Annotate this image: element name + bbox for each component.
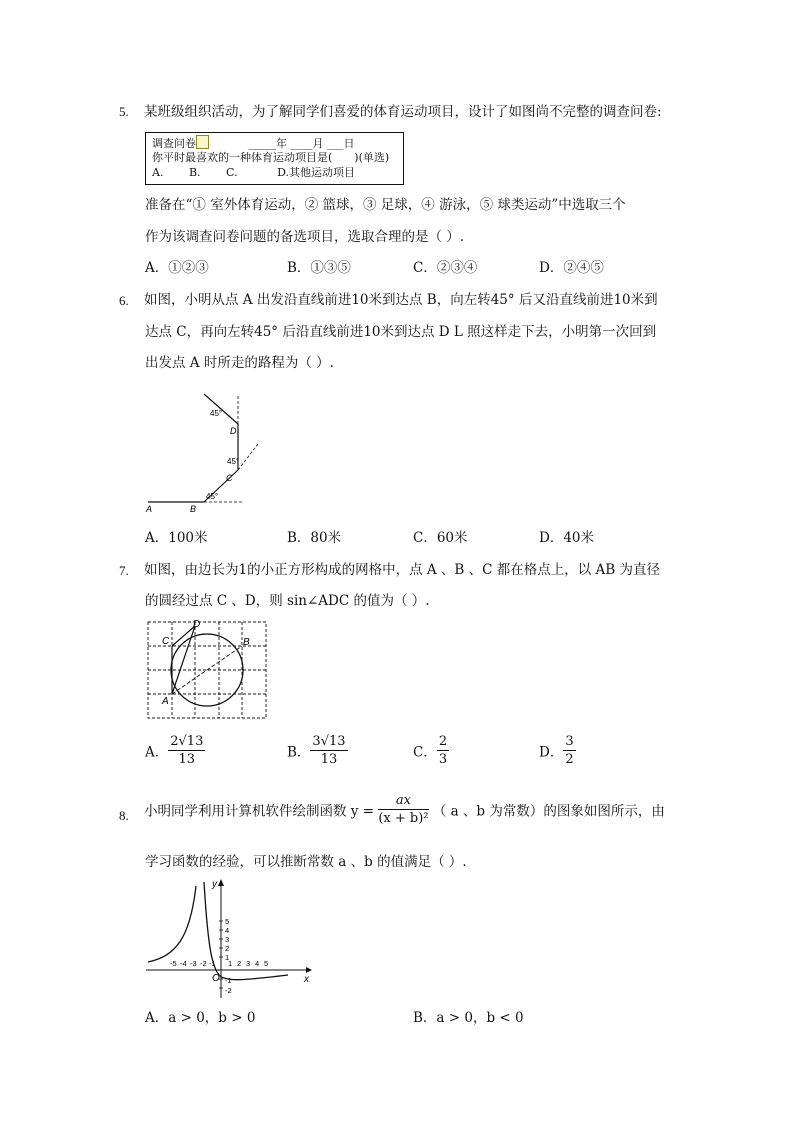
q7-option-c[interactable] bbox=[413, 733, 449, 768]
angle-label-c: 45° bbox=[227, 457, 240, 466]
survey-title-box bbox=[196, 135, 209, 149]
x-tick: 5 bbox=[264, 959, 269, 968]
y-tick: -1 bbox=[225, 976, 232, 985]
q7-option-d-label: D． bbox=[539, 744, 564, 761]
x-tick: 1 bbox=[228, 959, 233, 968]
survey-options bbox=[152, 165, 355, 180]
x-tick: -2 bbox=[200, 959, 207, 968]
label-d: D bbox=[193, 619, 201, 630]
x-axis-label: x bbox=[304, 974, 309, 985]
q5-option-a[interactable]: A．①②③ bbox=[145, 260, 209, 276]
q7-option-c-label: C． bbox=[413, 744, 437, 761]
q7-line1: 如图，由边长为1的小正方形构成的网格中，点 A 、B 、C 都在格点上，以 AB 为直径 bbox=[144, 562, 661, 578]
q7-option-b-numerator: 3√13 bbox=[312, 734, 346, 749]
q8-line1-post: （ a 、b 为常数）的图象如图所示，由 bbox=[432, 803, 665, 820]
q8-line1-pre: 小明同学利用计算机软件绘制函数 y = bbox=[144, 803, 375, 820]
label-a: A bbox=[162, 696, 169, 707]
x-tick: 2 bbox=[237, 959, 242, 968]
q7-option-a-label: A． bbox=[145, 744, 169, 761]
survey-box bbox=[145, 132, 404, 185]
angle-label-b: 45° bbox=[206, 492, 219, 501]
survey-title: 调查问卷 bbox=[152, 137, 196, 150]
q8-function-graph bbox=[146, 878, 312, 998]
x-tick: 3 bbox=[246, 959, 251, 968]
x-tick: 4 bbox=[255, 959, 260, 968]
q7-option-b-denominator: 13 bbox=[320, 752, 338, 767]
extension-c bbox=[238, 444, 258, 470]
x-tick: -4 bbox=[180, 959, 187, 968]
y-tick: 5 bbox=[225, 917, 230, 926]
survey-option-b: B. bbox=[188, 166, 201, 179]
q8-fraction-numerator: ax bbox=[378, 792, 428, 810]
x-tick-labels bbox=[170, 959, 268, 968]
y-tick: -2 bbox=[225, 986, 232, 995]
q8-option-a[interactable]: A．a > 0，b > 0 bbox=[145, 1010, 256, 1026]
y-tick: 4 bbox=[225, 926, 230, 935]
q5-number: 5. bbox=[119, 104, 129, 119]
q7-option-d-numerator: 3 bbox=[565, 734, 574, 749]
q7-option-d[interactable] bbox=[539, 733, 576, 768]
y-tick: 2 bbox=[225, 944, 230, 953]
q7-option-d-denominator: 2 bbox=[565, 752, 574, 767]
label-a: A bbox=[146, 504, 153, 514]
angle-label-d: 45° bbox=[210, 409, 223, 418]
y-axis-arrow bbox=[218, 879, 224, 886]
q8-line1 bbox=[144, 792, 665, 827]
q7-option-c-numerator: 2 bbox=[438, 734, 448, 749]
survey-option-a: A. bbox=[152, 166, 164, 179]
survey-title-row bbox=[152, 135, 355, 151]
q7-grid-figure bbox=[146, 618, 268, 720]
label-d: D bbox=[230, 426, 237, 436]
y-tick-labels bbox=[225, 917, 232, 995]
y-tick: 3 bbox=[225, 935, 230, 944]
label-b: B bbox=[190, 504, 197, 514]
q5-option-b[interactable]: B．①③⑤ bbox=[287, 260, 351, 276]
q5-line3: 作为该调查问卷问题的备选项目，选取合理的是（ ）. bbox=[145, 229, 465, 245]
q5-option-c[interactable]: C．②③④ bbox=[413, 260, 478, 276]
q6-option-a[interactable]: A．100米 bbox=[145, 530, 208, 546]
q7-option-b-label: B． bbox=[287, 744, 311, 761]
q8-option-b[interactable]: B．a > 0，b < 0 bbox=[413, 1010, 524, 1026]
survey-option-d: D.其他运动项目 bbox=[277, 166, 356, 179]
q7-option-b[interactable] bbox=[287, 733, 348, 768]
q7-option-a[interactable] bbox=[145, 733, 205, 768]
q6-option-c[interactable]: C．60米 bbox=[413, 530, 468, 546]
x-tick: -3 bbox=[190, 959, 197, 968]
label-c: C bbox=[226, 473, 233, 483]
q5-option-d[interactable]: D．②④⑤ bbox=[539, 260, 604, 276]
q6-line2: 达点 C，再向左转45° 后沿直线前进10米到达点 D L 照这样走下去，小明第一次回到 bbox=[145, 324, 657, 340]
survey-question: 你平时最喜欢的一种体育运动项目是( )(单选) bbox=[152, 151, 390, 164]
q7-line2: 的圆经过点 C 、D，则 sin∠ADC 的值为（ ）. bbox=[145, 593, 430, 609]
q8-number: 8. bbox=[119, 808, 129, 823]
q6-path-figure bbox=[140, 392, 265, 517]
diameter-ab bbox=[172, 646, 242, 694]
q6-number: 6. bbox=[119, 293, 129, 308]
q7-option-a-denominator: 13 bbox=[178, 752, 196, 767]
q7-option-c-denominator: 3 bbox=[438, 752, 448, 767]
q6-option-b[interactable]: B．80米 bbox=[287, 530, 342, 546]
y-axis-label: y bbox=[212, 879, 217, 890]
label-b: B bbox=[243, 637, 250, 648]
q6-option-d[interactable]: D．40米 bbox=[539, 530, 595, 546]
q7-number: 7. bbox=[119, 563, 129, 578]
q6-line3: 出发点 A 时所走的路程为（ ）. bbox=[145, 355, 334, 371]
origin-label: O bbox=[212, 973, 220, 984]
q8-function-fraction bbox=[378, 792, 428, 827]
q8-fraction-denominator: (x + b)² bbox=[378, 811, 429, 826]
x-axis-arrow bbox=[306, 967, 312, 973]
q8-line2: 学习函数的经验，可以推断常数 a 、b 的值满足（ ）. bbox=[145, 854, 467, 870]
q7-option-a-numerator: 2√13 bbox=[170, 734, 204, 749]
q6-line1: 如图，小明从点 A 出发沿直线前进10米到达点 B，向左转45° 后又沿直线前进10米到 bbox=[144, 292, 658, 308]
q5-line2: 准备在“① 室外体育运动，② 篮球，③ 足球，④ 游泳，⑤ 球类运动”中选取三个 bbox=[145, 197, 626, 213]
survey-option-c: C. bbox=[226, 166, 238, 179]
x-tick: -1 bbox=[209, 959, 216, 968]
label-c: C bbox=[162, 636, 170, 647]
q5-stem: 某班级组织活动，为了解同学们喜爱的体育运动项目，设计了如图尚不完整的调查问卷: bbox=[144, 104, 662, 120]
x-tick: -5 bbox=[170, 959, 177, 968]
graph-left-branch bbox=[148, 886, 196, 962]
y-tick: 1 bbox=[225, 953, 230, 962]
survey-date: _____年 ____月 ___日 bbox=[248, 137, 355, 150]
